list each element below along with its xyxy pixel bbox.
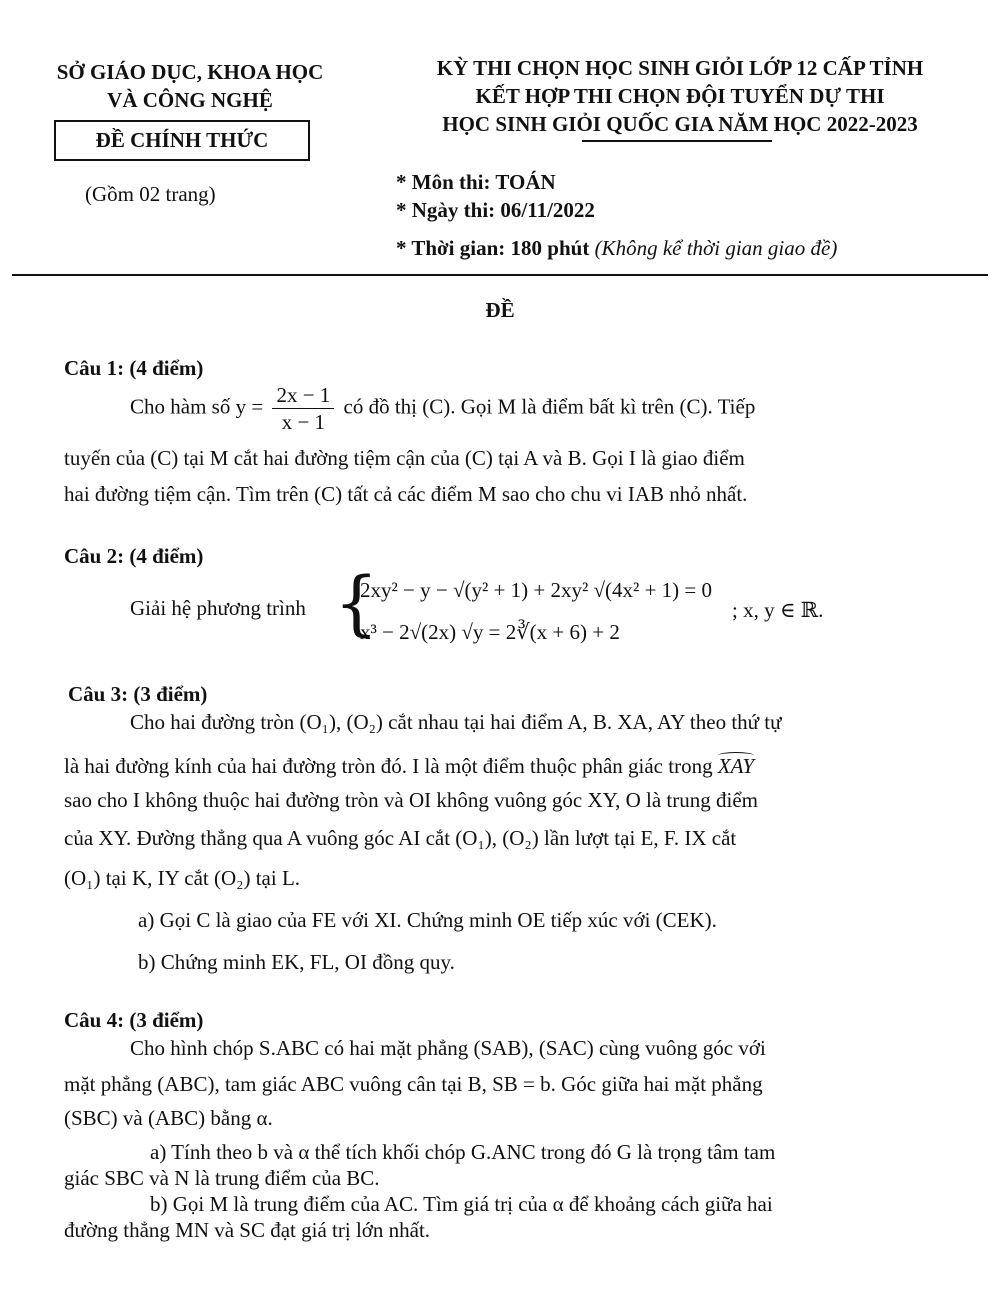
q1-title: Câu 1: (4 điểm) bbox=[64, 356, 204, 380]
q1-fraction bbox=[272, 382, 334, 435]
org-line-1: SỞ GIÁO DỤC, KHOA HỌC bbox=[56, 60, 324, 84]
q1-line-1a: Cho hàm số y = bbox=[130, 394, 264, 419]
header-divider bbox=[12, 274, 988, 276]
exam-title-line-3: HỌC SINH GIỎI QUỐC GIA NĂM HỌC 2022-2023 bbox=[442, 112, 918, 136]
q3-line-1: Cho hai đường tròn (O₁), (O₂) cắt nhau tại hai điểm A, B. XA, AY theo thứ tự bbox=[130, 710, 782, 734]
exam-title bbox=[385, 54, 975, 138]
q2-eq-1: 2xy² − y − √(y² + 1) + 2xy² √(4x² + 1) = 0 bbox=[360, 578, 713, 602]
org-line-2: VÀ CÔNG NGHỆ bbox=[107, 88, 273, 112]
q4-part-a-2: giác SBC và N là trung điểm của BC. bbox=[64, 1166, 380, 1190]
q3-title: Câu 3: (3 điểm) bbox=[68, 682, 208, 706]
q4-line-3: (SBC) và (ABC) bằng α. bbox=[64, 1106, 273, 1130]
q3-line-3: sao cho I không thuộc hai đường tròn và OI không vuông góc XY, O là trung điểm bbox=[64, 788, 758, 812]
q4-line-1: Cho hình chóp S.ABC có hai mặt phẳng (SAB), (SAC) cùng vuông góc với bbox=[130, 1036, 766, 1060]
q4-part-b-2: đường thẳng MN và SC đạt giá trị lớn nhất. bbox=[64, 1218, 431, 1242]
q1-line-3: hai đường tiệm cận. Tìm trên (C) tất cả các điểm M sao cho chu vi IAB nhỏ nhất. bbox=[64, 482, 748, 506]
q1-line-1 bbox=[130, 382, 755, 435]
q1-frac-num: 2x − 1 bbox=[272, 382, 334, 409]
q3-part-b: b) Chứng minh EK, FL, OI đồng quy. bbox=[138, 950, 455, 974]
exam-time-row bbox=[396, 236, 837, 261]
q1-line-2: tuyến của (C) tại M cắt hai đường tiệm cận của (C) tại A và B. Gọi I là giao điểm bbox=[64, 446, 745, 470]
exam-title-line-2: KẾT HỢP THI CHỌN ĐỘI TUYỂN DỰ THI bbox=[475, 84, 885, 108]
q2-domain: ; x, y ∈ ℝ. bbox=[732, 598, 824, 622]
q2-title: Câu 2: (4 điểm) bbox=[64, 544, 204, 568]
q3-line-5: (O₁) tại K, IY cắt (O₂) tại L. bbox=[64, 866, 301, 890]
q2-eq-2: x³ − 2√(2x) √y = 2∛(x + 6) + 2 bbox=[360, 620, 620, 644]
exam-time: * Thời gian: 180 phút bbox=[396, 236, 590, 260]
q4-title: Câu 4: (3 điểm) bbox=[64, 1008, 204, 1032]
title-underline bbox=[582, 140, 772, 142]
official-label: ĐỀ CHÍNH THỨC bbox=[54, 120, 310, 161]
section-title: ĐỀ bbox=[485, 298, 515, 322]
q4-part-b-1: b) Gọi M là trung điểm của AC. Tìm giá trị của α để khoảng cách giữa hai bbox=[150, 1192, 773, 1216]
exam-subject: * Môn thi: TOÁN bbox=[396, 170, 556, 194]
q3-line-4: của XY. Đường thẳng qua A vuông góc AI cắt (O₁), (O₂) lần lượt tại E, F. IX cắt bbox=[64, 826, 737, 850]
exam-title-line-1: KỲ THI CHỌN HỌC SINH GIỎI LỚP 12 CẤP TỈNH bbox=[436, 56, 924, 80]
q1-frac-den: x − 1 bbox=[281, 410, 326, 434]
exam-time-note: (Không kể thời gian giao đề) bbox=[594, 236, 838, 260]
q3-line-2 bbox=[64, 754, 754, 779]
org-name bbox=[20, 58, 360, 114]
exam-date: * Ngày thi: 06/11/2022 bbox=[396, 198, 595, 222]
q1-line-1b: có đồ thị (C). Gọi M là điểm bất kì trên (C). Tiếp bbox=[343, 394, 756, 419]
q4-part-a-1: a) Tính theo b và α thể tích khối chóp G.ANC trong đó G là trọng tâm tam bbox=[150, 1140, 776, 1164]
pages-note: (Gồm 02 trang) bbox=[85, 182, 216, 206]
q3-angle: XAY bbox=[717, 754, 755, 778]
q2-lead: Giải hệ phương trình bbox=[130, 596, 306, 620]
q2-system-brace: { bbox=[334, 562, 379, 644]
q3-part-a: a) Gọi C là giao của FE với XI. Chứng minh OE tiếp xúc với (CEK). bbox=[138, 908, 717, 932]
q4-line-2: mặt phẳng (ABC), tam giác ABC vuông cân tại B, SB = b. Góc giữa hai mặt phẳng bbox=[64, 1072, 763, 1096]
q3-line-2a: là hai đường kính của hai đường tròn đó. I là một điểm thuộc phân giác trong bbox=[64, 754, 713, 778]
